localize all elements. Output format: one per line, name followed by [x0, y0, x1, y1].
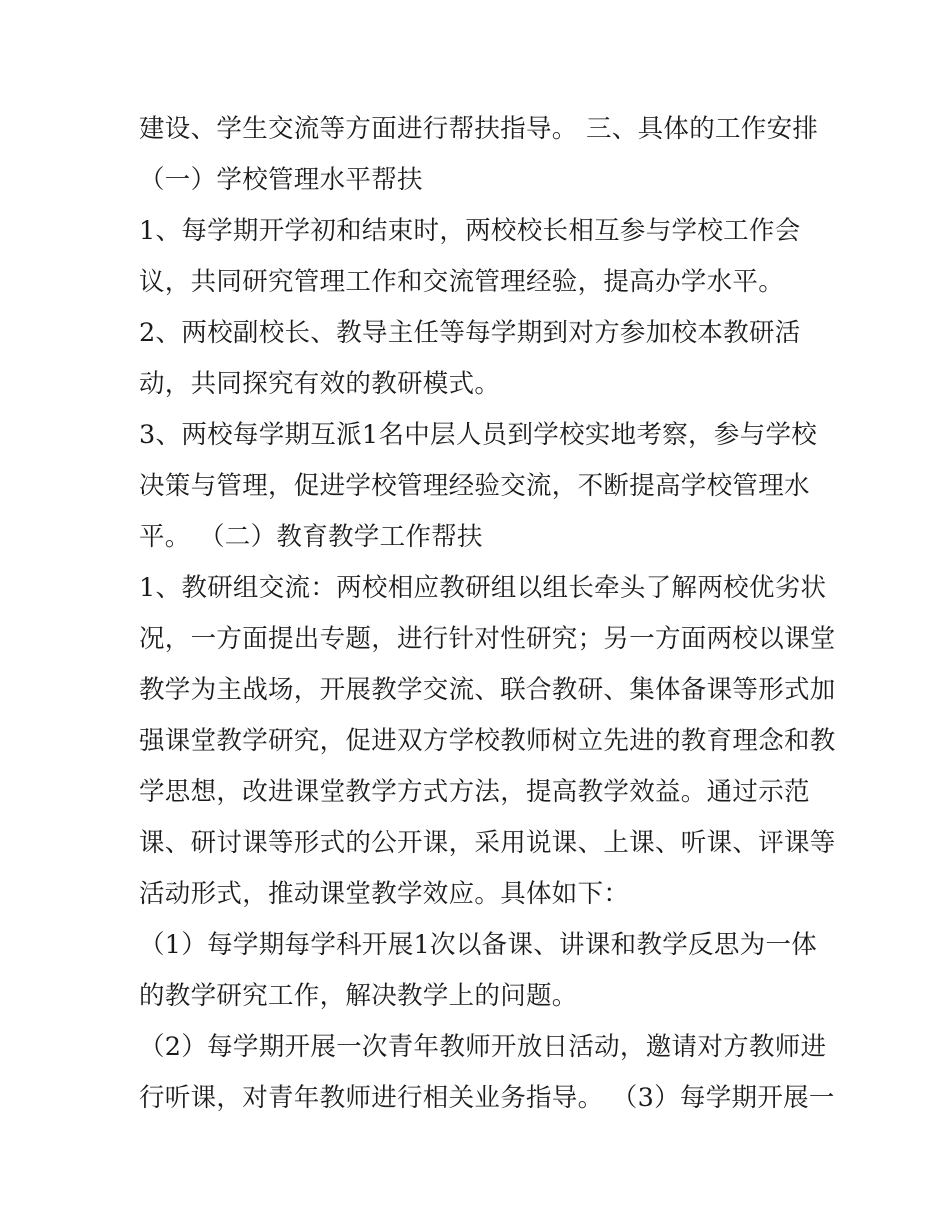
text-line: 况，一方面提出专题，进行针对性研究；另一方面两校以课堂	[139, 624, 836, 654]
text-line: 活动形式，推动课堂教学效应。具体如下：	[139, 879, 630, 909]
text-line: 强课堂教学研究，促进双方学校教师树立先进的教育理念和教	[139, 726, 836, 756]
text-line: （2）每学期开展一次青年教师开放日活动，邀请对方教师进	[139, 1032, 827, 1062]
text-line: 动，共同探究有效的教研模式。	[139, 369, 501, 399]
text-line: 2、两校副校长、教导主任等每学期到对方参加校本教研活	[139, 318, 801, 348]
text-line: （1）每学期每学科开展1次以备课、讲课和教学反思为一体	[139, 930, 818, 960]
text-line: 平。 （二）教育教学工作帮扶	[139, 522, 483, 552]
section-heading: （一）学校管理水平帮扶	[139, 165, 423, 195]
text-line: 建设、学生交流等方面进行帮扶指导。 三、具体的工作安排	[139, 114, 819, 144]
text-line: 课、研讨课等形式的公开课，采用说课、上课、听课、评课等	[139, 828, 836, 858]
text-line: 1、教研组交流：两校相应教研组以组长牵头了解两校优劣状	[139, 573, 827, 603]
text-line: 的教学研究工作，解决教学上的问题。	[139, 981, 578, 1011]
text-line: 3、两校每学期互派1名中层人员到学校实地考察，参与学校	[139, 420, 818, 450]
text-line: 决策与管理，促进学校管理经验交流，不断提高学校管理水	[139, 471, 810, 501]
text-line: 行听课，对青年教师进行相关业务指导。 （3）每学期开展一	[139, 1083, 835, 1113]
text-line: 教学为主战场，开展教学交流、联合教研、集体备课等形式加	[139, 675, 836, 705]
text-line: 1、每学期开学初和结束时，两校校长相互参与学校工作会	[139, 216, 801, 246]
text-line: 学思想，改进课堂教学方式方法，提高教学效益。通过示范	[139, 777, 810, 807]
text-line: 议，共同研究管理工作和交流管理经验，提高办学水平。	[139, 267, 785, 297]
